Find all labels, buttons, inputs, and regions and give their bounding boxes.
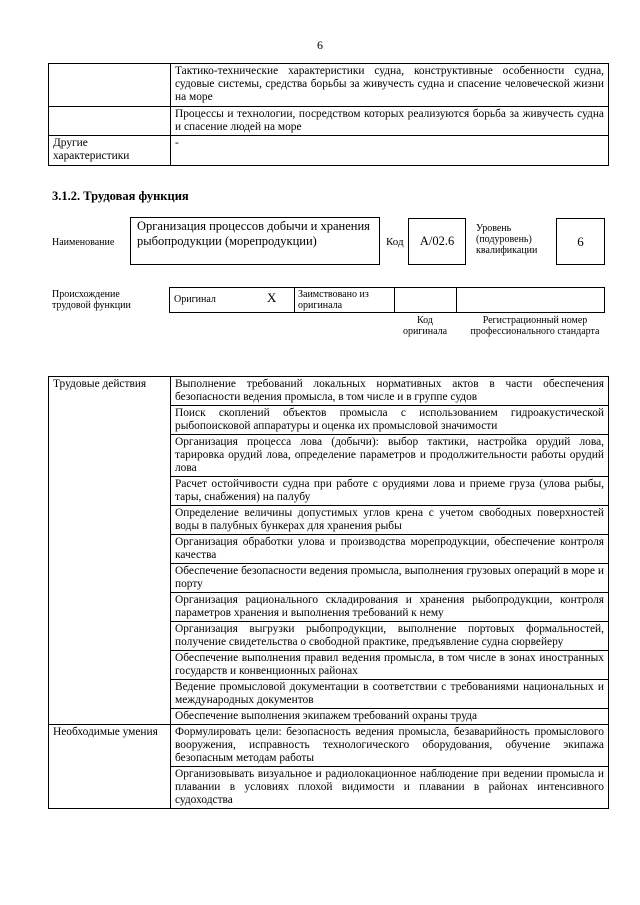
original-mark: X <box>267 290 277 305</box>
name-label: Наименование <box>52 237 115 248</box>
table-cell: Обеспечение безопасности ведения промысла, выполнения грузовых операций в море и порту <box>171 564 609 593</box>
table-cell: Организовывать визуальное и радиолокационное наблюдение при ведении промысла и плавании в условиях плохой видимости и плавании в районах интенсивного судоходства <box>171 767 609 809</box>
original-cell <box>170 288 295 312</box>
table-cell: Организация обработки улова и производства морепродукции, обеспечение контроля качества <box>171 535 609 564</box>
table-cell: Определение величины допустимых углов крена с учетом свободных поверхностей воды в палубных бункерах для хранения рыбы <box>171 506 609 535</box>
section-title: 3.1.2. Трудовая функция <box>52 189 189 203</box>
table-row <box>49 725 609 767</box>
row-label-actions: Трудовые действия <box>49 377 171 725</box>
table-cell: Организация процесса лова (добычи): выбор тактики, настройка орудий лова, тарировка орудий лова, определение параметров и продолжительности работы орудий лова <box>171 435 609 477</box>
code-original-cell <box>395 288 457 312</box>
row-label <box>49 64 171 107</box>
table-cell: Организация рационального складирования и хранения рыбопродукции, контроля параметров хранения и выполнения требований к нему <box>171 593 609 622</box>
borrowed-cell <box>295 288 395 312</box>
table-row <box>49 107 609 136</box>
table-row <box>49 64 609 107</box>
reg-number-cell <box>457 288 604 312</box>
table-cell: Ведение промысловой документации в соответствии с требованиями национальных и международных документов <box>171 680 609 709</box>
table-row <box>49 136 609 166</box>
origin-row <box>169 287 605 313</box>
row-label <box>49 107 171 136</box>
code-label: Код <box>386 236 404 248</box>
table-cell: - <box>171 136 609 166</box>
table-cell: Процессы и технологии, посредством которых реализуются борьба за живучесть судна и спасение людей на море <box>171 107 609 136</box>
characteristics-table <box>48 63 609 166</box>
table-cell: Поиск скоплений объектов промысла с использованием гидроакустической рыбопоисковой аппаратуры и оценка их промысловой значимости <box>171 406 609 435</box>
code-original-caption: Код оригинала <box>402 315 448 337</box>
code-value: A/02.6 <box>408 218 466 265</box>
level-value: 6 <box>556 218 605 265</box>
function-name: Организация процессов добычи и хранения рыбопродукции (морепродукции) <box>130 217 380 265</box>
row-label-other: Другие характеристики <box>49 136 171 166</box>
original-label: Оригинал <box>174 294 216 305</box>
labor-function-table <box>48 376 609 809</box>
table-cell: Выполнение требований локальных нормативных актов в части обеспечения безопасности ведения промысла, в том числе и в группе судов <box>171 377 609 406</box>
table-cell: Тактико-технические характеристики судна, конструктивные особенности судна, судовые системы, средства борьбы за живучесть судна и спасение человеческой жизни на море <box>171 64 609 107</box>
table-cell: Организация выгрузки рыбопродукции, выполнение портовых формальностей, получение свидетельства о свободной практике, предъявление судна сюрвейеру <box>171 622 609 651</box>
reg-number-caption: Регистрационный номер профессионального стандарта <box>470 315 600 337</box>
level-label: Уровень (подуровень) квалификации <box>476 223 538 256</box>
page-number: 6 <box>317 38 323 52</box>
table-cell: Обеспечение выполнения правил ведения промысла, в том числе в зонах иностранных государств и конвенционных районах <box>171 651 609 680</box>
table-row <box>49 377 609 406</box>
borrowed-label: Заимствовано из оригинала <box>298 289 369 311</box>
table-cell: Расчет остойчивости судна при работе с орудиями лова и приеме груза (улова рыбы, тары, снабжения) на палубу <box>171 477 609 506</box>
table-cell: Формулировать цели: безопасность ведения промысла, безаварийность промыслового вооружения, исправность технологического оборудования, обучение экипажа безопасным методам работы <box>171 725 609 767</box>
table-cell: Обеспечение выполнения экипажем требований охраны труда <box>171 709 609 725</box>
row-label-skills: Необходимые умения <box>49 725 171 809</box>
origin-label: Происхождение трудовой функции <box>52 289 131 311</box>
